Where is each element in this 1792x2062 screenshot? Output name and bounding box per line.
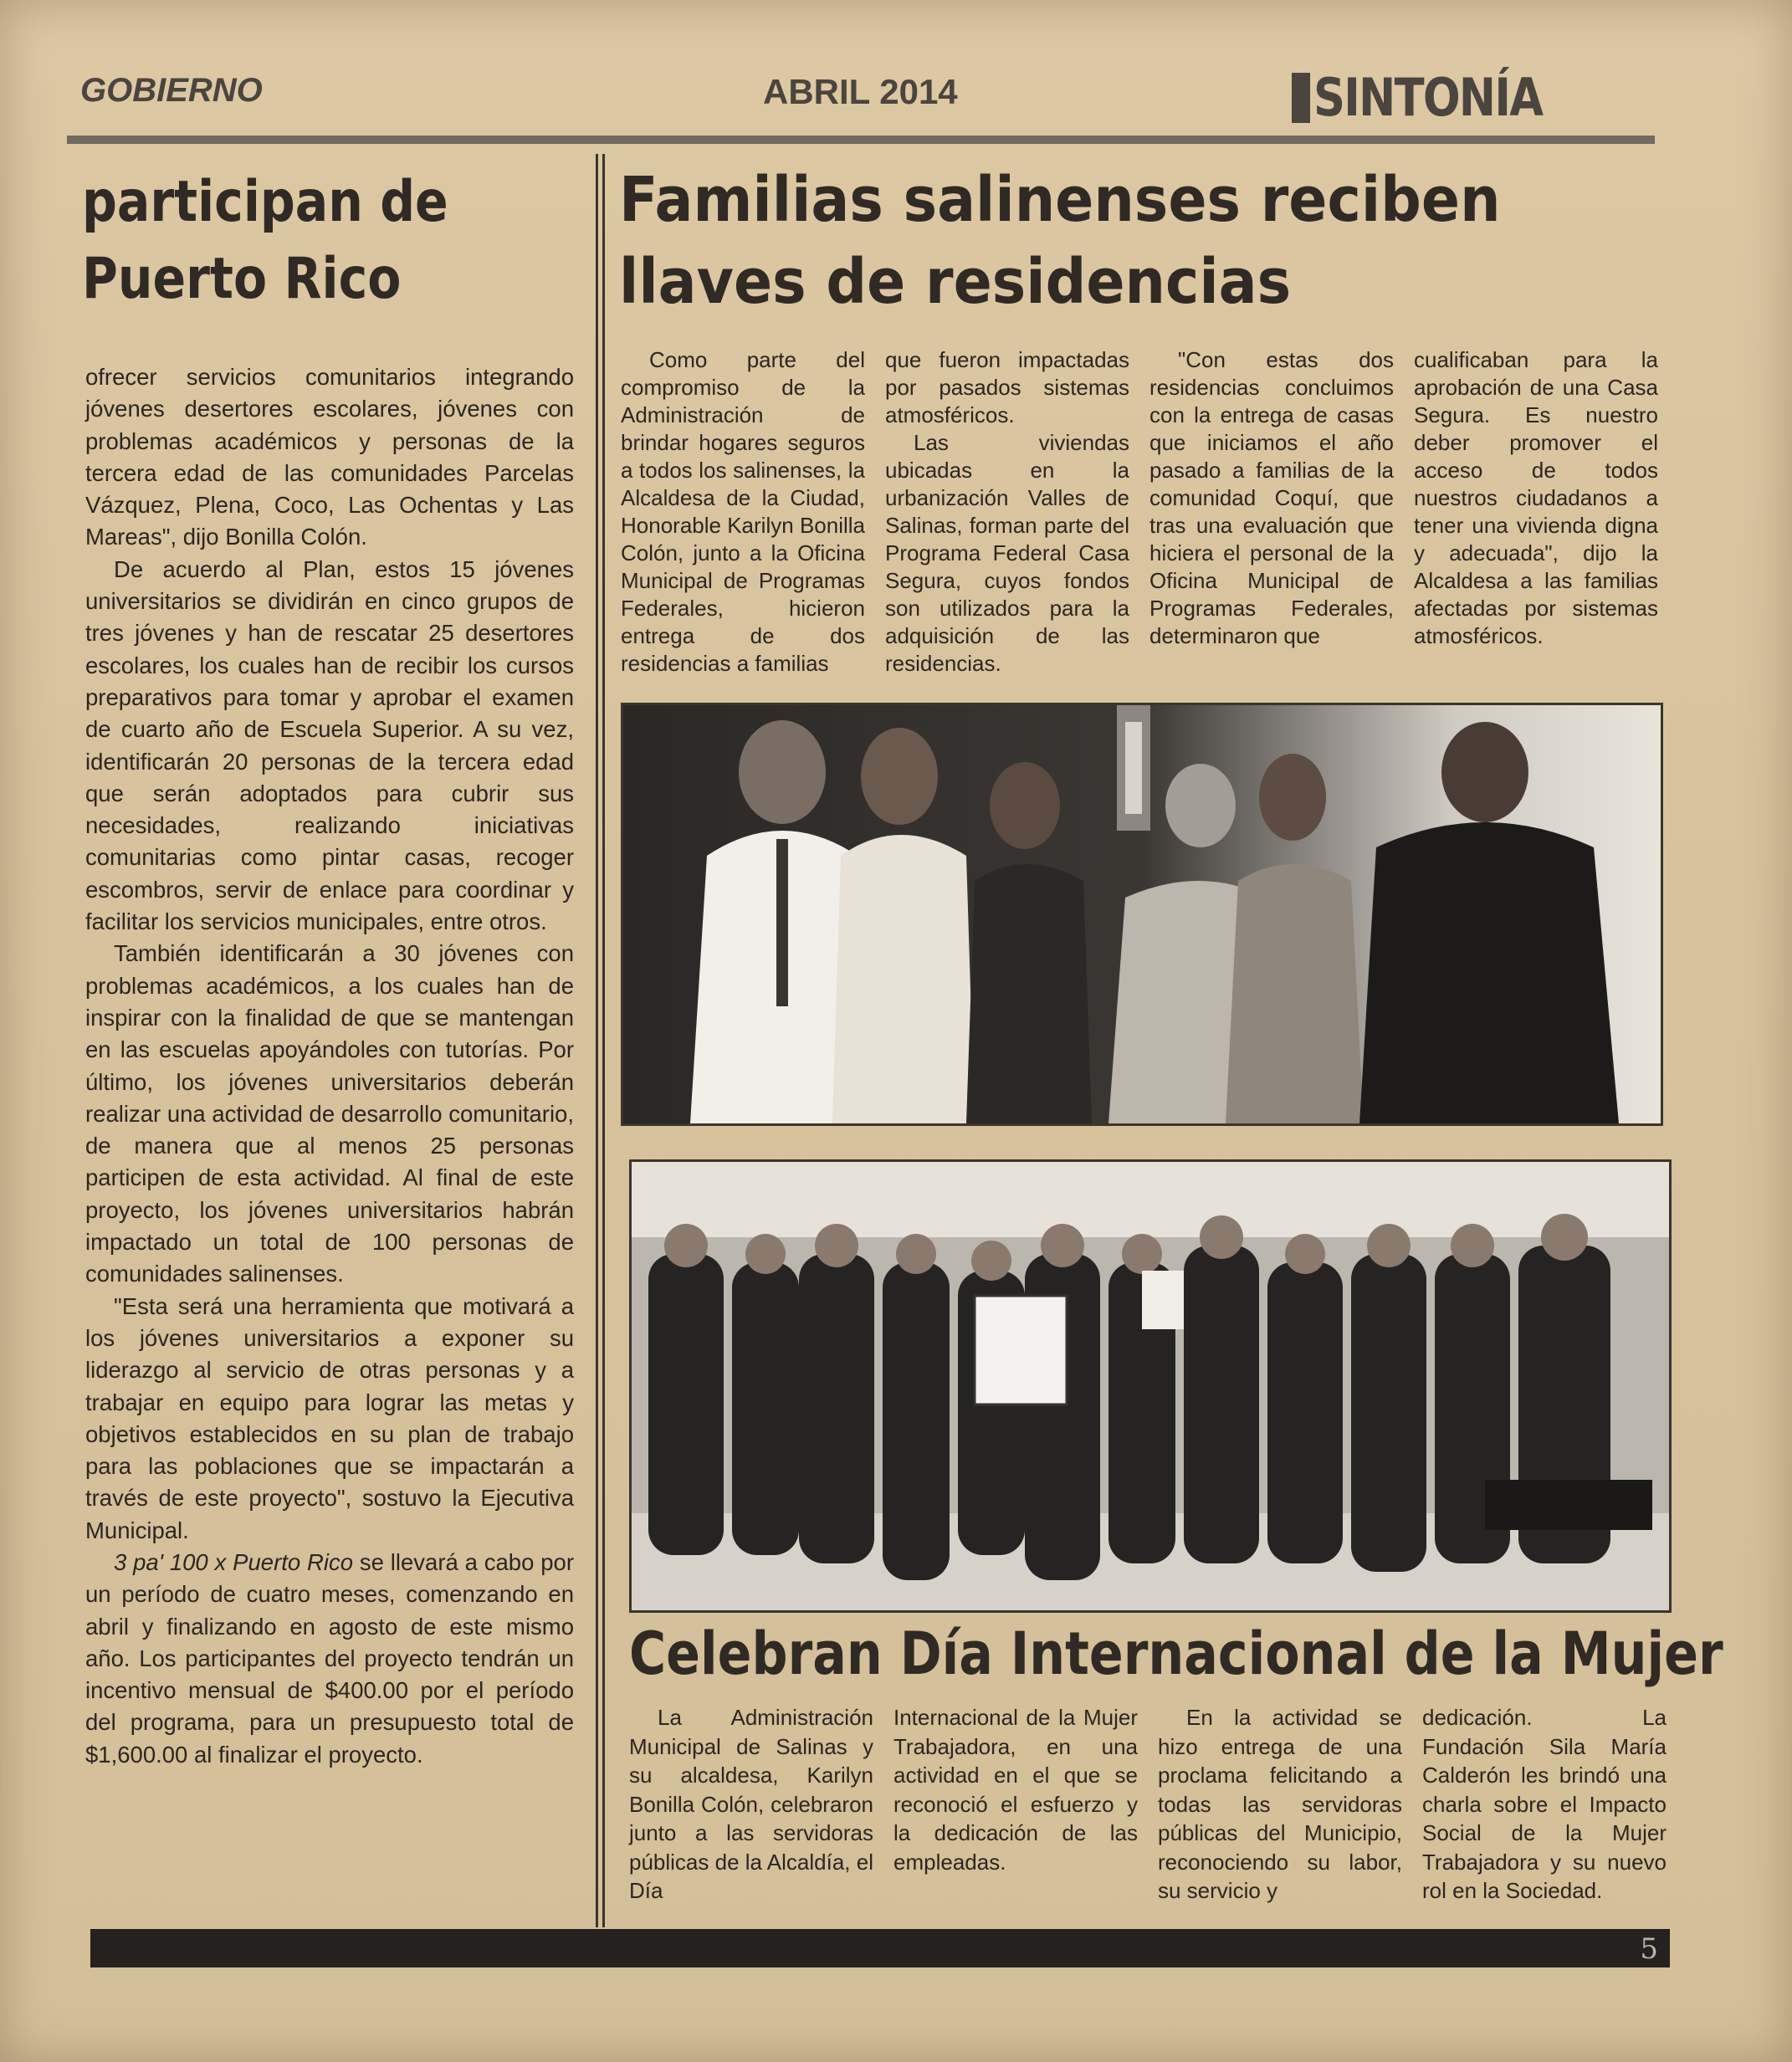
paragraph: La Administración Municipal de Salinas y su alcaldesa, Karilyn Bonilla Colón, celebraron junto a las servidoras públicas de la Alcaldía, el Día (629, 1705, 873, 1903)
second-article-headline: Celebran Día Internacional de la Mujer (629, 1619, 1723, 1688)
main-article-body (621, 346, 1658, 678)
paragraph: ofrecer servicios comunitarios integrando jóvenes desertores escolares, jóvenes con problemas académicos y personas de la tercera edad de las comunidades Parcelas Vázquez, Plena, Coco, Las Ochentas y Las Mareas", dijo Bonilla Colón. (85, 364, 574, 550)
column-divider (596, 154, 598, 1927)
text-column (1422, 1703, 1667, 1906)
paragraph: cualificaban para la aprobación de una Casa Segura. Es nuestro deber promover el acceso de todos nuestros ciudadanos a tener una vivienda digna y adecuada", dijo la Alcaldesa a las familias afectadas por sistemas atmosféricos. (1414, 347, 1658, 648)
project-name: 3 pa' 100 x Puerto Rico (114, 1548, 354, 1575)
header-rule (67, 136, 1655, 144)
issue-date: ABRIL 2014 (763, 72, 958, 111)
paragraph-text: se llevará a cabo por un período de cuatro meses, comenzando en abril y finalizando en agosto de este mismo año. Los participantes del proyecto tendrán un incentivo mensual de $400.00 por el período del programa, para un presupuesto total de $1,600.00 al finalizar el proyecto. (85, 1548, 574, 1768)
left-article-headline: participan de Puerto Rico (82, 169, 448, 312)
paragraph: "Esta será una herramienta que motivará a los jóvenes universitarios a exponer su liderazgo al servicio de otras personas y a trabajar en equipo para lograr las metas y objetivos establecidos en su plan de trabajo para las poblaciones que se impactarán a través de este proyecto", sostuvo la Ejecutiva Municipal. (85, 1292, 574, 1543)
text-column (885, 346, 1129, 678)
main-article-headline: Familias salinenses reciben llaves de residencias (619, 164, 1501, 318)
left-article-body (85, 361, 574, 1771)
text-column (1158, 1703, 1402, 1906)
text-column (1149, 346, 1394, 678)
logo-mark (1292, 73, 1310, 123)
paragraph: De acuerdo al Plan, estos 15 jóvenes universitarios se dividirán en cinco grupos de tres jóvenes y han de rescatar 25 desertores escolares, los cuales han de recibir los cursos preparativos para tomar y aprobar el examen de cuarto año de Escuela Superior. A su vez, identificarán 20 personas de la tercera edad que serán adoptados para cubrir sus necesidades, realizando iniciativas comunitarias como pintar casas, recoger escombros, servir de enlace para coordinar y facilitar los servicios municipales, entre otros. (85, 555, 574, 935)
text-column (621, 346, 865, 678)
paragraph: También identificarán a 30 jóvenes con problemas académicos, a los cuales han de inspirar con la finalidad de que se mantengan en las escuelas apoyándoles con tutorías. Por último, los jóvenes universitarios deberán realizar una actividad de desarrollo comunitario, de manera que al menos 25 personas participen de esta actividad. Al final de este proyecto, los jóvenes universitarios habrán impactado un total de 100 personas de comunidades salinenses. (85, 940, 574, 1287)
section-label: GOBIERNO (80, 72, 263, 109)
paragraph: Las viviendas ubicadas en la urbanización Valles de Salinas, forman parte del Programa Federal Casa Segura, cuyos fondos son utilizados para la adquisición de las residencias. (885, 430, 1129, 676)
photo-womens-day-group (629, 1159, 1672, 1613)
paragraph: Internacional de la Mujer Trabajadora, en una actividad en el que se reconoció el esfuerzo y la dedicación de las empleadas. (893, 1705, 1138, 1875)
paragraph: dedicación. La Fundación Sila María Calderón les brindó una charla sobre el Impacto Social de la Mujer Trabajadora y su nuevo rol en la Sociedad. (1422, 1705, 1667, 1903)
second-article-body (629, 1703, 1667, 1906)
photo-key-handover (621, 703, 1663, 1126)
masthead-logo (1292, 67, 1583, 128)
paragraph: que fueron impactadas por pasados sistemas atmosféricos. (885, 347, 1129, 427)
paragraph: En la actividad se hizo entrega de una proclama felicitando a todas las servidoras públicas del Municipio, reconociendo su labor, su servicio y (1158, 1705, 1402, 1903)
text-column (893, 1703, 1138, 1906)
paragraph: "Con estas dos residencias concluimos con la entrega de casas que iniciamos el año pasado a familias de la comunidad Coquí, que tras una evaluación que hiciera el personal de la Oficina Municipal de Programas Federales, determinaron que (1149, 347, 1394, 648)
paragraph: Como parte del compromiso de la Administración de brindar hogares seguros a todos los salinenses, la Alcaldesa de la Ciudad, Honorable Karilyn Bonilla Colón, junto a la Oficina Municipal de Programas Federales, hicieron entrega de dos residencias a familias (621, 347, 865, 676)
column-divider (602, 154, 605, 1927)
paragraph (85, 1547, 574, 1771)
page-number: 5 (1640, 1932, 1658, 1966)
footer-bar (90, 1929, 1670, 1967)
brand-name: SINTONÍA (1313, 67, 1543, 128)
text-column (1414, 346, 1658, 678)
text-column (629, 1703, 873, 1906)
